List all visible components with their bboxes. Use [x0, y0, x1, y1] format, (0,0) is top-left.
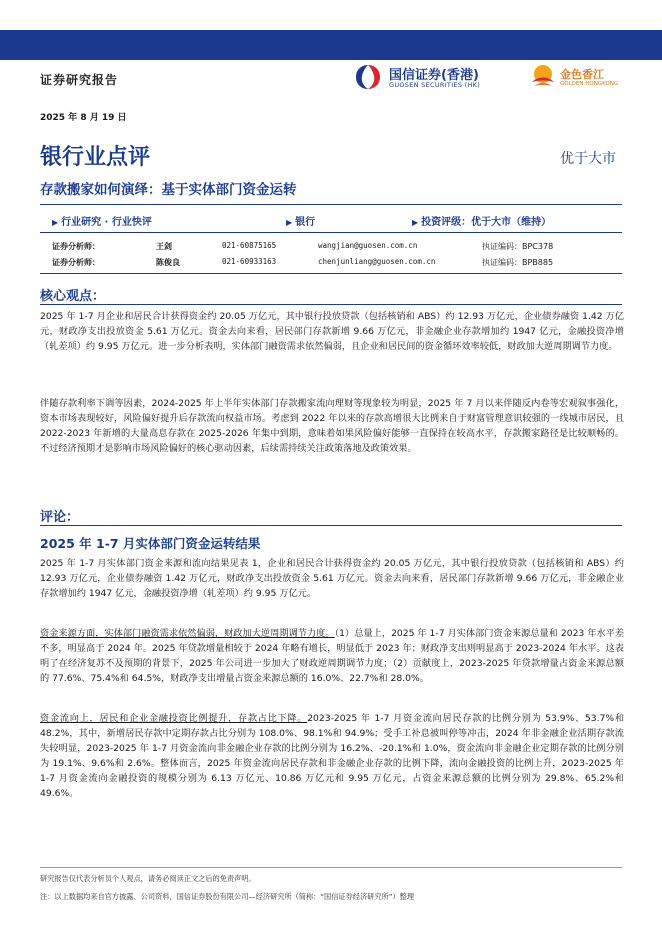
analyst-row	[52, 241, 622, 254]
report-type: 证券研究报告	[40, 73, 119, 87]
guosen-logo-en: GUOSEN SECURITIES (HK)	[389, 81, 481, 89]
analyst-phone: 021-60933163	[222, 257, 277, 266]
section-underline	[40, 525, 622, 526]
analyst-role: 证券分析师：	[52, 242, 100, 251]
analyst-cert: 执证编码：BPB885	[482, 258, 554, 267]
core-paragraph-1: 2025 年 1-7 月企业和居民合计获得资金约 20.05 万亿元，其中银行投放贷款（包括核销和 ABS）约 12.93 万亿元，企业债券融资 1.42 万亿元，财政净支出投放资金 5.61 万亿元。资金去向来看，居民部门存款新增 9.66 万亿元，非金融企业存款增加约 1947 亿元，金融投资净增（轧差项）约 9.95 万亿元。进一步分析表明，实体部门融资需求依然偏弱，且企业和居民间的资金循环效率较低，财政加大逆周期调节力度。	[40, 311, 624, 352]
tag-industry	[286, 213, 315, 228]
analyst-cert: 执证编码：BPC378	[482, 242, 554, 251]
core-heading: 核心观点：	[40, 289, 106, 304]
triangle-icon: ▶	[412, 218, 419, 227]
tag-row	[52, 213, 622, 227]
section-underline	[40, 304, 622, 305]
footer-note: 注：以上数据均来自官方披露、公司资料，国信证券股份有限公司—经济研究所（简称：“国信证券经济研究所”）整理	[40, 892, 415, 901]
triangle-icon: ▶	[52, 218, 59, 227]
review-paragraph-3-body: 2023-2025 年 1-7 月资金流向居民存款的比例分别为 53.9%、53.7%和 48.2%，其中，新增居民存款中定期存款占比分别为 108.0%、98.1%和 94.9%；受手工补息被叫停等冲击，2024 年非金融企业活期存款流失较明显，2023-2025 年 1-7 月资金流向非金融企业存款的比例分别为 16.2%、-20.1%和 1.0%，资金流向非金融企业定期存款的比例分别为 19.1%、9.6%和 2.6%。整体而言，2025 年资金流向居民存款和非金融企业存款的比例下降，流向金融投资的比例上升，2023-2025 年 1-7 月资金流向金融投资的规模分别为 6.13 万亿元、10.86 万亿元和 9.95 万亿元，占资金来源总额的比例分别为 29.8%、65.2%和 49.6%。	[40, 713, 625, 799]
review-paragraph-2-lead: 资金来源方面，实体部门融资需求依然偏弱，财政加大逆周期调节力度。	[40, 628, 335, 639]
golden-hk-logo	[528, 60, 628, 94]
review-heading: 评论：	[40, 510, 80, 525]
divider	[40, 232, 622, 233]
tag-industry-label: 银行	[295, 217, 316, 228]
tag-category	[52, 213, 152, 228]
review-paragraph-3	[40, 711, 624, 801]
review-paragraph-2-body: （1）总量上，2025 年 1-7 月实体部门资金来源总量和 2023 年水平差不多，明显高于 2024 年。2025 年贷款增量相较于 2024 年略有增长，明显低于 2023 年；财政净支出则明显高于 2023-2024 年水平。这表明了在经济复苏不及预期的背景下，2025 年公司进一步加大了财政逆周期调节力度；（2）贡献度上，2023-2025 年贷款增量占资金来源总额的 77.6%、75.4%和 64.5%，财政净支出增量占资金来源总额的 16.0%、22.7%和 28.0%。	[40, 628, 625, 684]
analyst-role: 证券分析师：	[52, 258, 100, 267]
analyst-row	[52, 257, 622, 270]
review-paragraph-2	[40, 626, 624, 686]
review-paragraph-3-lead: 资金流向上，居民和企业金融投资比例提升，存款占比下降。	[40, 713, 308, 724]
divider	[40, 204, 622, 205]
header-bar	[0, 30, 662, 60]
tag-category-label: 行业研究 · 行业快评	[61, 217, 152, 228]
core-paragraph-2: 伴随存款利率下调等因素，2024-2025 年上半年实体部门存款搬家流向理财等现象较为明显，2025 年 7 月以来伴随反内卷等宏观叙事强化，资本市场表现较好，风险偏好提升后存款流向权益市场。考虑到 2022 年以来的存款高增很大比例来自于财富管理意识较强的一线城市居民，且 2022-2023 年新增的大量高息存款在 2025-2026 年集中到期，意味着如果风险偏好能够一直保持在较高水平，存款搬家路径是比较顺畅的。不过经济预期才是影响市场风险偏好的核心驱动因素，后续需持续关注政策落地及政策效果。	[40, 398, 624, 454]
guosen-logo-icon	[353, 62, 383, 92]
analyst-name: 陈俊良	[156, 258, 180, 267]
footer-divider	[40, 867, 622, 868]
tag-rating	[412, 213, 551, 228]
analyst-email[interactable]: chenjunliang@guosen.com.cn	[318, 257, 436, 266]
golden-hk-logo-icon	[528, 60, 558, 90]
report-date: 2025 年 8 月 19 日	[40, 113, 127, 123]
review-subheading: 2025 年 1-7 月实体部门资金运转结果	[40, 536, 261, 551]
footer-disclaimer: 研究报告仅代表分析员个人观点，请务必阅读正文之后的免责声明。	[40, 874, 256, 883]
rating-badge: 优于大市	[560, 151, 616, 167]
page-subtitle: 存款搬家如何演绎：基于实体部门资金运转	[40, 182, 297, 198]
golden-hk-logo-en: GOLDEN HONGKONG	[560, 81, 619, 87]
analyst-name: 王剑	[156, 242, 172, 251]
analyst-phone: 021-60875165	[222, 241, 277, 250]
page-title: 银行业点评	[40, 145, 151, 170]
guosen-logo	[353, 62, 523, 94]
divider	[40, 273, 622, 274]
guosen-logo-cn: 国信证券(香港)	[389, 68, 479, 83]
tag-rating-label: 投资评级：优于大市（维持）	[421, 217, 552, 228]
review-paragraph-1: 2025 年 1-7 月实体部门资金来源和流向结果见表 1，企业和居民合计获得资金约 20.05 万亿元，其中银行投放贷款（包括核销和 ABS）约 12.93 万亿元，企业债券融资 1.42 万亿元，财政净支出投放资金 5.61 万亿元。资金去向来看，居民部门存款新增 9.66 万亿元，非金融企业存款增加约 1947 亿元，金融投资净增（轧差项）约 9.95 万亿元。	[40, 558, 624, 599]
analyst-email[interactable]: wangjian@guosen.com.cn	[318, 241, 418, 250]
triangle-icon: ▶	[286, 218, 293, 227]
golden-hk-logo-cn: 金色香江	[560, 68, 604, 81]
